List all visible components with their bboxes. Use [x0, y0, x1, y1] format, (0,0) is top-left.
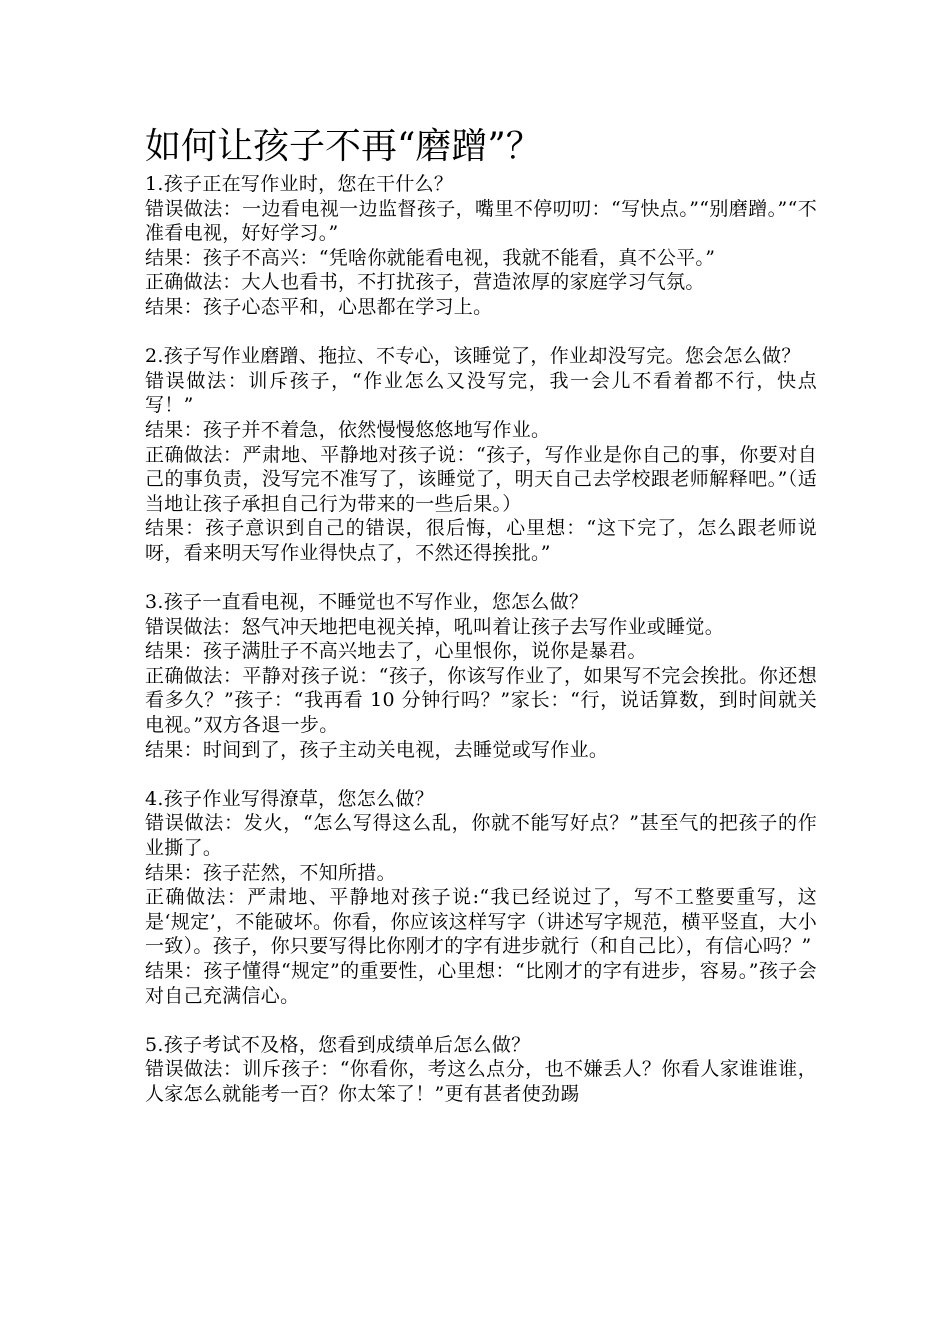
question-4: 4.孩子作业写得潦草，您怎么做？: [145, 787, 434, 810]
section-1: [145, 172, 817, 320]
right-approach-2: 正确做法：严肃地、平静地对孩子说：“孩子，写作业是你自己的事，你要对自己的事负责，没写完不准写了，该睡觉了，明天自己去学校跟老师解释吧。”（适当地让孩子承担自己行为带来的一些后果。）: [145, 443, 817, 515]
question-2: 2.孩子写作业磨蹭、拖拉、不专心，该睡觉了，作业却没写完。您会怎么做？: [145, 345, 801, 368]
right-approach-4: 正确做法：严肃地、平静地对孩子说:“我已经说过了，写不工整要重写，这是‘规定’，不能破坏。你看，你应该这样写字（讲述写字规范，横平竖直，大小一致）。孩子，你只要写得比你刚才的字有进步就行（和自己比），有信心吗？”: [145, 886, 817, 958]
question-5: 5.孩子考试不及格，您看到成绩单后怎么做？: [145, 1033, 531, 1056]
wrong-approach-4: 错误做法：发火，“怎么写得这么乱，你就不能写好点？”甚至气的把孩子的作业撕了。: [145, 812, 817, 860]
question-3: 3.孩子一直看电视，不睡觉也不写作业，您怎么做？: [145, 591, 589, 614]
section-2: [145, 344, 817, 565]
right-result-4: 结果：孩子懂得“规定”的重要性，心里想：“比刚才的字有进步，容易。”孩子会对自己充满信心。: [145, 960, 817, 1007]
section-5: [145, 1033, 817, 1107]
section-3: [145, 590, 817, 762]
question-1: 1.孩子正在写作业时，您在干什么？: [145, 173, 454, 195]
wrong-approach-2: 错误做法：训斥孩子，“作业怎么又没写完，我一会儿不看着都不行，快点写！”: [145, 369, 817, 417]
document-page: [145, 122, 817, 1131]
right-approach-3: 正确做法：平静对孩子说：“孩子，你该写作业了，如果写不完会挨批。你还想看多久？”孩子：“我再看 10 分钟行吗？”家长：“行，说话算数，到时间就关电视。”双方各退一步。: [145, 664, 817, 737]
right-result-3: 结果：时间到了，孩子主动关电视，去睡觉或写作业。: [145, 738, 609, 761]
wrong-approach-1: 错误做法：一边看电视一边监督孩子，嘴里不停叨叨：“写快点。”“别磨蹭。”“不准看电视，好好学习。”: [145, 197, 817, 245]
wrong-result-1: 结果：孩子不高兴：“凭啥你就能看电视，我就不能看，真不公平。”: [145, 246, 716, 269]
section-4: [145, 787, 817, 1008]
wrong-approach-5: 错误做法：训斥孩子：“你看你，考这么点分，也不嫌丢人？你看人家谁谁谁，人家怎么就能考一百？你太笨了！”更有甚者使劲踢: [145, 1058, 817, 1105]
right-result-2: 结果：孩子意识到自己的错误，很后悔，心里想：“这下完了，怎么跟老师说呀，看来明天写作业得快点了，不然还得挨批。”: [145, 517, 817, 564]
wrong-result-3: 结果：孩子满肚子不高兴地去了，心里恨你，说你是暴君。: [145, 640, 647, 663]
right-approach-1: 正确做法：大人也看书，不打扰孩子，营造浓厚的家庭学习气氛。: [145, 271, 705, 294]
right-result-1: 结果：孩子心态平和，心思都在学习上。: [145, 295, 493, 318]
document-title: 如何让孩子不再“磨蹭”？: [145, 126, 542, 167]
wrong-approach-3: 错误做法：怒气冲天地把电视关掉，吼叫着让孩子去写作业或睡觉。: [145, 615, 725, 638]
wrong-result-2: 结果：孩子并不着急，依然慢慢悠悠地写作业。: [145, 418, 551, 441]
wrong-result-4: 结果：孩子茫然，不知所措。: [145, 861, 396, 884]
